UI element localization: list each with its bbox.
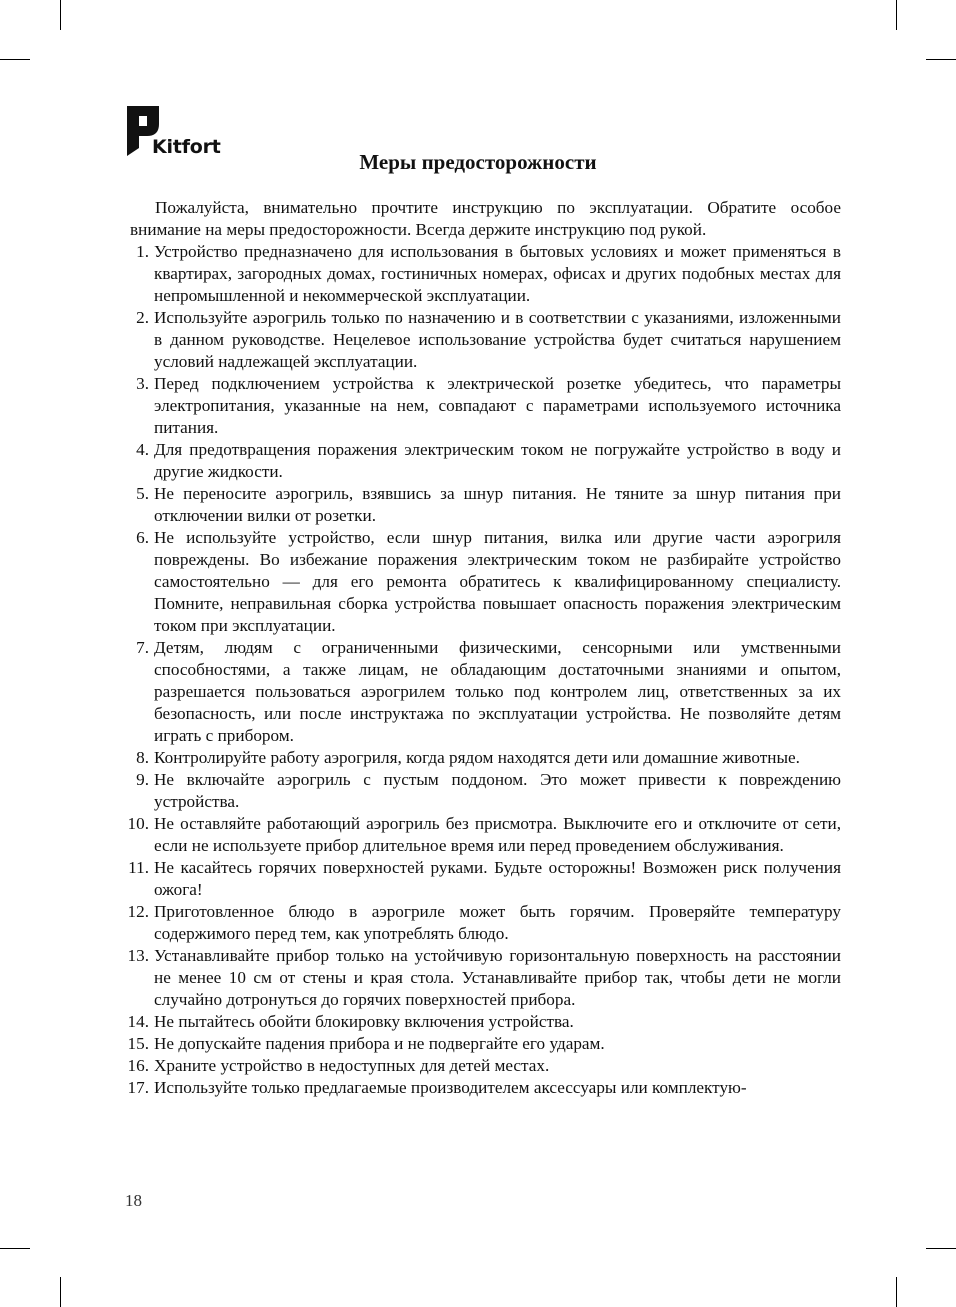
item-number: 10. (127, 814, 149, 833)
item-text: Детям, людям с ограниченными физическими, сенсорными или умственными способностями, а также лицам, не обладающим достаточными знаниями и опытом, разрешается пользоваться аэрогрилем только под контролем лиц, ответственных за их безопасность, или после инструктажа по эксплуатации устройства. Не позволяйте детям играть с прибором. (154, 638, 841, 745)
item-number: 9. (136, 770, 149, 789)
item-number: 16. (127, 1056, 149, 1075)
document-body (127, 197, 841, 1099)
item-number: 17. (127, 1078, 149, 1097)
item-text: Для предотвращения поражения электрическим током не погружайте устройство в воду и другие жидкости. (154, 440, 841, 481)
item-number: 2. (136, 308, 149, 327)
item-number: 4. (136, 440, 149, 459)
precautions-list (127, 241, 841, 1099)
list-item (130, 747, 841, 769)
crop-mark (0, 1248, 30, 1249)
item-text: Не используйте устройство, если шнур питания, вилка или другие части аэрогриля повреждены. Во избежание поражения электрическим током не разбирайте устройство самостоятельно — для его ремонта обратитесь к квалифицированному специалисту. Помните, неправильная сборка устройства повышает опасность поражения электрическим током при эксплуатации. (154, 528, 841, 635)
item-text: Не допускайте падения прибора и не подвергайте его ударам. (154, 1034, 605, 1053)
list-item (127, 1077, 841, 1099)
list-item (130, 527, 841, 637)
crop-mark (926, 59, 956, 60)
item-text: Не переносите аэрогриль, взявшись за шнур питания. Не тяните за шнур питания при отключении вилки от розетки. (154, 484, 841, 525)
list-item (130, 637, 841, 747)
page-number: 18 (125, 1191, 142, 1210)
item-number: 6. (136, 528, 149, 547)
item-number: 1. (136, 242, 149, 261)
list-item (127, 1011, 841, 1033)
item-text: Устанавливайте прибор только на устойчивую горизонтальную поверхность на расстоянии не менее 10 см от стены и края стола. Устанавливайте прибор так, чтобы дети не могли случайно дотронуться до горячих поверхностей прибора. (154, 946, 841, 1009)
item-text: Приготовленное блюдо в аэрогриле может быть горячим. Проверяйте температуру содержимого перед тем, как употреблять блюдо. (154, 902, 841, 943)
item-number: 13. (127, 946, 149, 965)
list-item (127, 1033, 841, 1055)
list-item (127, 901, 841, 945)
item-number: 8. (136, 748, 149, 767)
list-item (130, 769, 841, 813)
list-item (127, 945, 841, 1011)
crop-mark (60, 1277, 61, 1307)
item-text: Не оставляйте работающий аэрогриль без присмотра. Выключите его и отключите от сети, если не используете прибор длительное время или перед проведением обслуживания. (154, 814, 841, 855)
crop-mark (926, 1248, 956, 1249)
list-item (130, 373, 841, 439)
crop-mark (0, 59, 30, 60)
item-number: 12. (127, 902, 149, 921)
list-item (130, 241, 841, 307)
list-item (127, 813, 841, 857)
item-text: Перед подключением устройства к электрической розетке убедитесь, что параметры электропитания, указанные на нем, совпадают с параметрами используемого источника питания. (154, 374, 841, 437)
list-item (130, 439, 841, 483)
item-number: 5. (136, 484, 149, 503)
list-item (130, 483, 841, 527)
item-number: 3. (136, 374, 149, 393)
page-title: Меры предосторожности (359, 150, 597, 174)
list-item (130, 857, 841, 901)
brand-name: Kitfort (152, 136, 221, 158)
item-text: Храните устройство в недоступных для детей местах. (154, 1056, 550, 1075)
item-text: Устройство предназначено для использования в бытовых условиях и может применяться в квартирах, загородных домах, гостиничных номерах, офисах и других подобных местах для непромышленной и некоммерческой эксплуатации. (154, 242, 841, 305)
item-text: Используйте аэрогриль только по назначению и в соответствии с указаниями, изложенными в данном руководстве. Нецелевое использование устройства будет считаться нарушением условий надлежащей эксплуатации. (154, 308, 841, 371)
item-number: 14. (127, 1012, 149, 1031)
item-text: Не касайтесь горячих поверхностей руками. Будьте осторожны! Возможен риск получения ожога! (154, 858, 841, 899)
crop-mark (896, 1277, 897, 1307)
item-text: Не включайте аэрогриль с пустым поддоном. Это может привести к повреждению устройства. (154, 770, 841, 811)
crop-mark (60, 0, 61, 30)
intro-paragraph: Пожалуйста, внимательно прочтите инструкцию по эксплуатации. Обратите особое внимание на меры предосторожности. Всегда держите инструкцию под рукой. (130, 198, 841, 239)
item-number: 7. (136, 638, 149, 657)
item-text: Не пытайтесь обойти блокировку включения устройства. (154, 1012, 574, 1031)
item-number: 15. (127, 1034, 149, 1053)
crop-mark (896, 0, 897, 30)
list-item (127, 1055, 841, 1077)
item-text: Используйте только предлагаемые производителем аксессуары или комплектую- (154, 1078, 747, 1097)
item-number: 11. (128, 858, 149, 877)
list-item (130, 307, 841, 373)
item-text: Контролируйте работу аэрогриля, когда рядом находятся дети или домашние животные. (154, 748, 800, 767)
